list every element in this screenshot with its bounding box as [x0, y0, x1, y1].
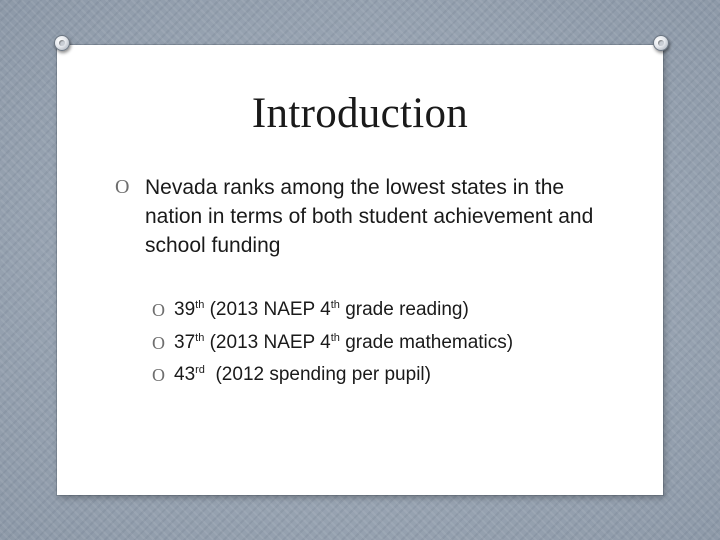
sub-bullet-spending [152, 363, 612, 387]
spending-text: (2012 spending per pupil) [204, 364, 431, 385]
pushpin-icon [54, 35, 70, 51]
subject-text: grade mathematics) [339, 332, 514, 353]
slide-title: Introduction [251, 90, 469, 137]
assessment-text: (2013 NAEP 4 [204, 332, 331, 353]
grade-suffix: th [330, 332, 340, 344]
sub-bullet-mathematics [152, 331, 612, 355]
rank-suffix: th [195, 332, 205, 344]
rank-suffix: rd [195, 364, 205, 376]
main-bullet [115, 173, 615, 260]
bullet-marker-icon: O [152, 365, 165, 385]
bullet-marker-icon: O [152, 300, 165, 320]
rank-value: 43 [174, 364, 196, 385]
assessment-text: (2013 NAEP 4 [204, 299, 331, 320]
bullet-marker-icon: O [115, 176, 130, 198]
rank-suffix: th [195, 299, 205, 311]
sub-bullet-reading [152, 298, 612, 322]
rank-value: 39 [174, 299, 196, 320]
rank-value: 37 [174, 332, 196, 353]
bullet-marker-icon: O [152, 333, 165, 353]
main-bullet-text: Nevada ranks among the lowest states in the nation in terms of both student achievement and school funding [145, 176, 594, 257]
subject-text: grade reading) [339, 299, 469, 320]
pushpin-icon [653, 35, 669, 51]
grade-suffix: th [330, 299, 340, 311]
